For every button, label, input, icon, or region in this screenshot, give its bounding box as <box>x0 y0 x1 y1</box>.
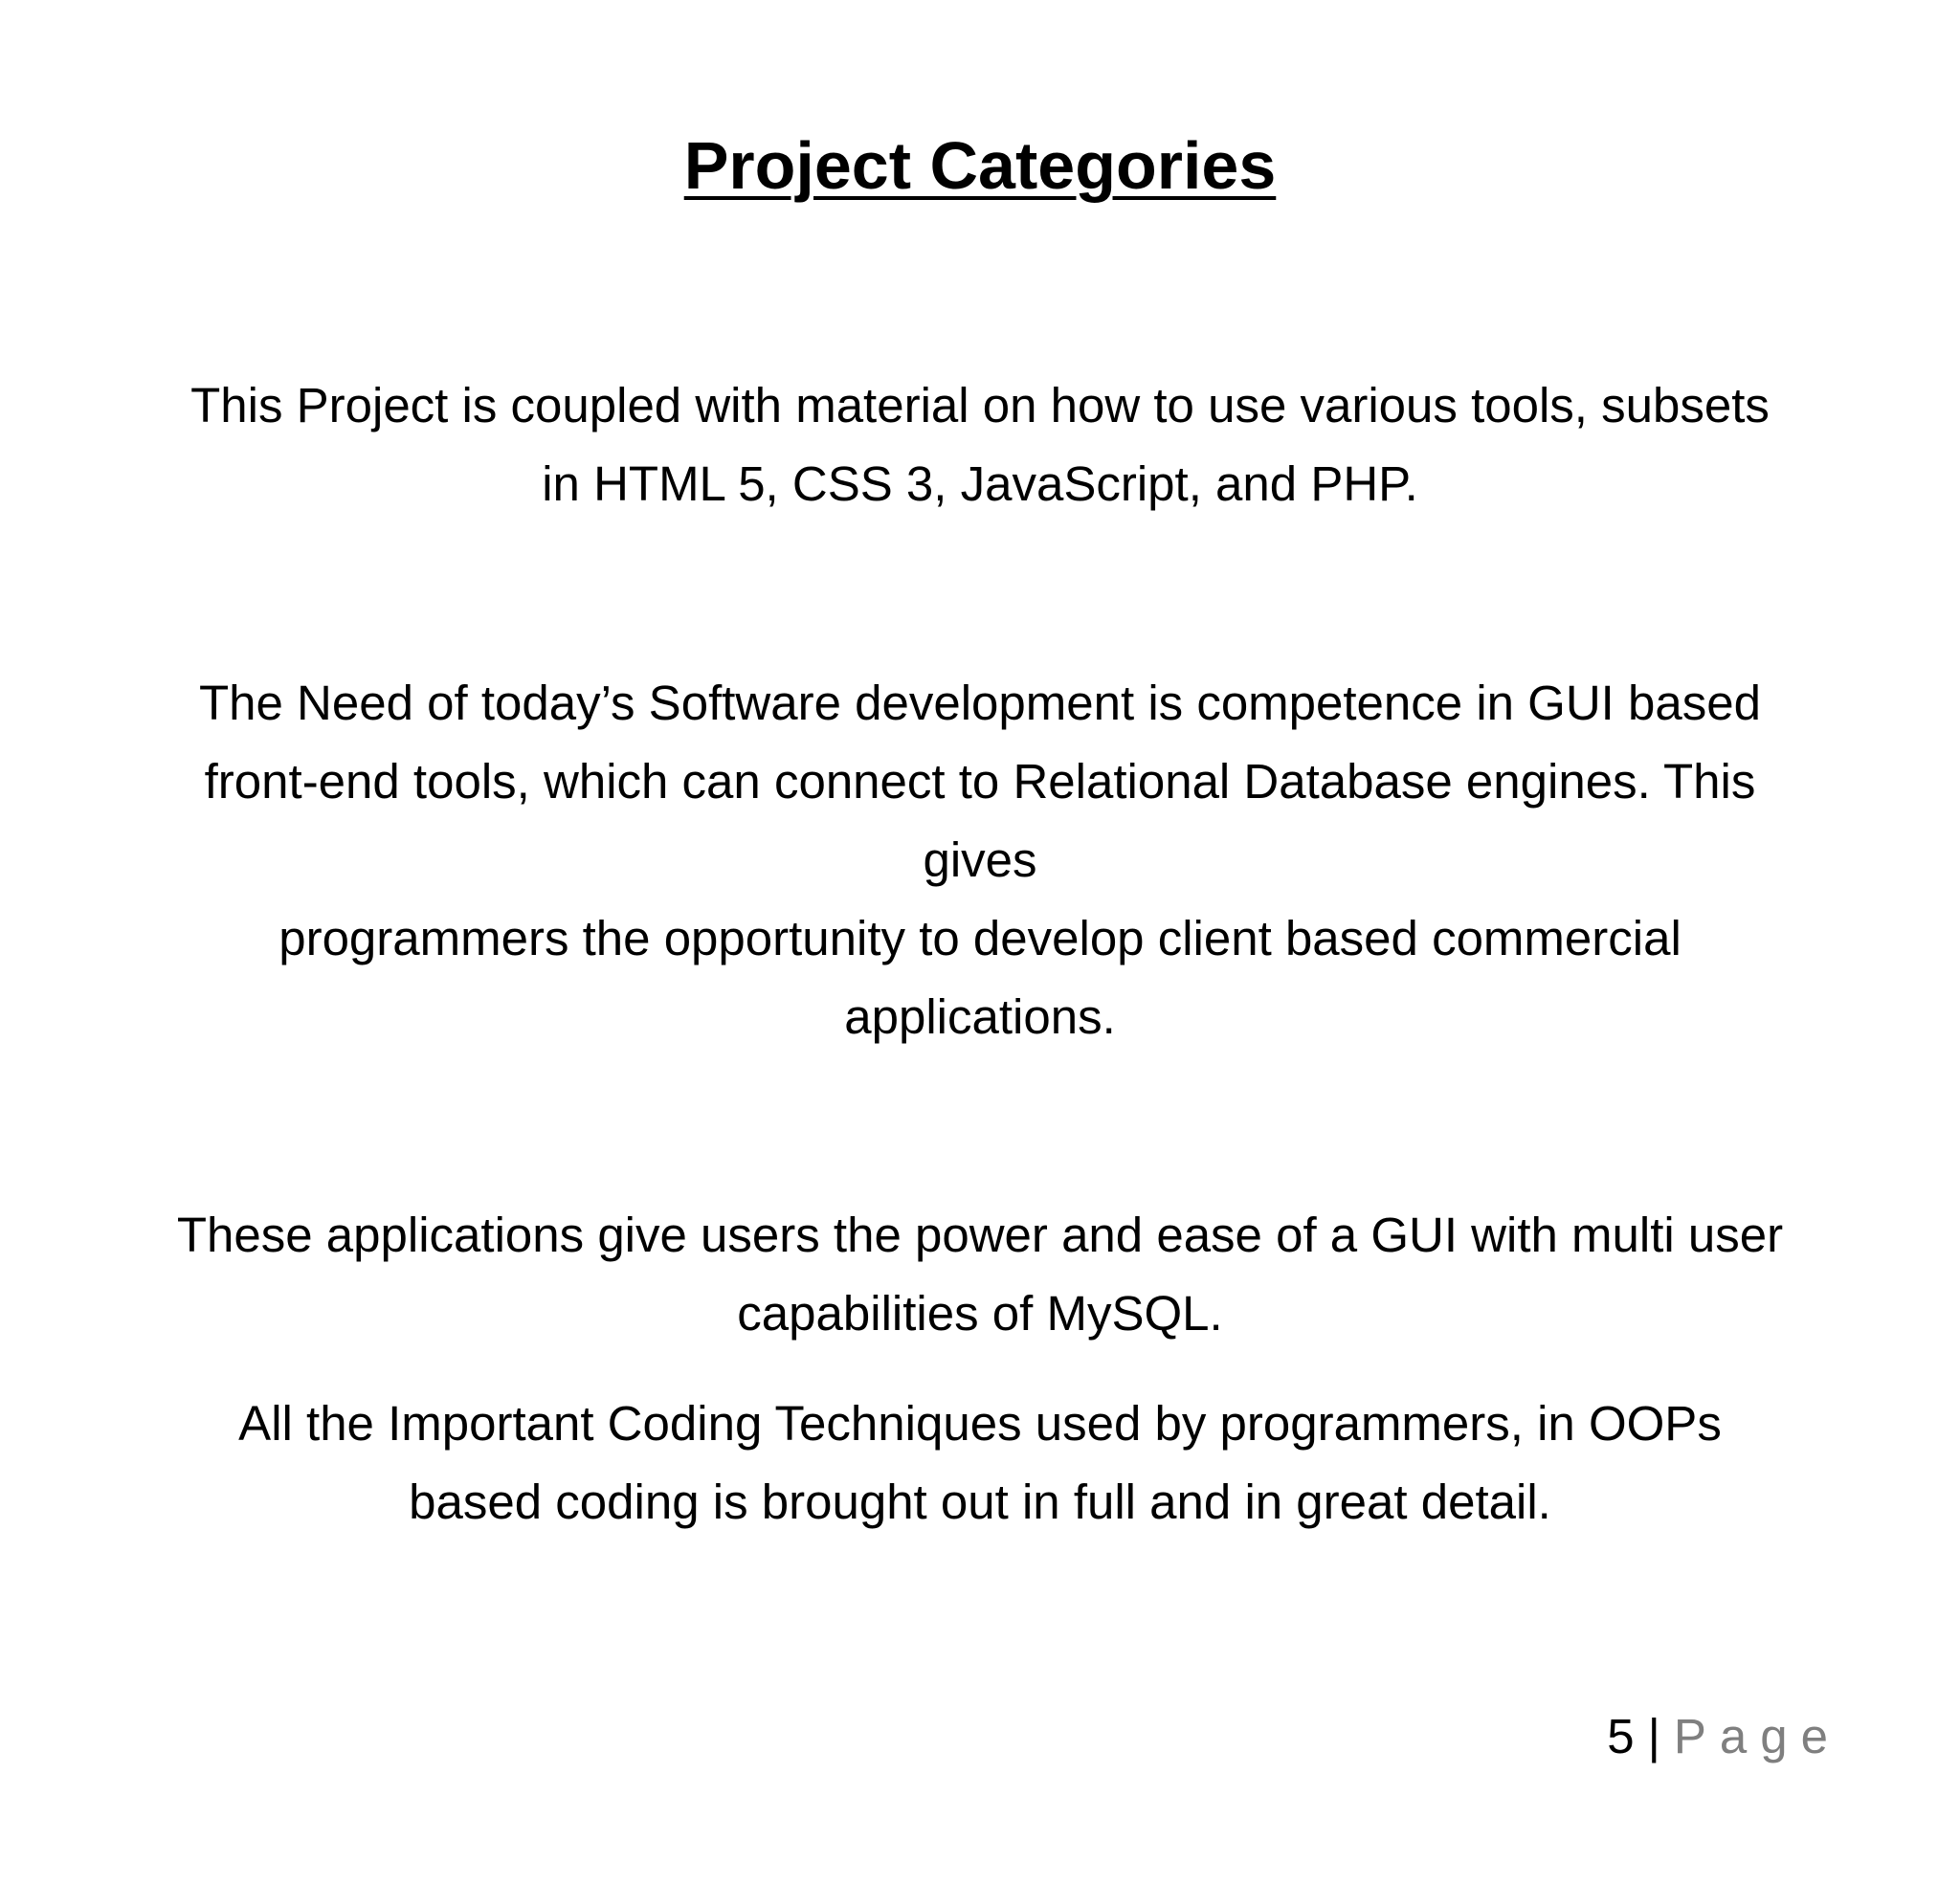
paragraph-line: All the Important Coding Techniques used by programmers, in OOPs <box>238 1396 1722 1451</box>
page-word: Page <box>1673 1709 1841 1763</box>
paragraph-line: programmers the opportunity to develop client based commercial <box>278 911 1682 965</box>
page-title <box>0 122 1960 209</box>
paragraph-line: capabilities of MySQL. <box>737 1286 1223 1341</box>
paragraph-3 <box>115 1196 1845 1353</box>
paragraph-line: in HTML 5, CSS 3, JavaScript, and PHP. <box>542 456 1418 511</box>
page-footer <box>1607 1703 1841 1770</box>
page-title-text: Project Categories <box>683 128 1277 203</box>
page-separator: | <box>1647 1709 1660 1763</box>
paragraph-line: These applications give users the power and ease of a GUI with multi user <box>176 1208 1784 1262</box>
paragraph-2 <box>115 664 1845 1056</box>
paragraph-line: This Project is coupled with material on how to use various tools, subsets <box>190 378 1770 432</box>
paragraph-line: gives <box>923 832 1037 887</box>
paragraph-line: based coding is brought out in full and in great detail. <box>409 1475 1551 1529</box>
paragraph-line: front-end tools, which can connect to Relational Database engines. This <box>204 754 1756 809</box>
paragraph-line: The Need of today’s Software development is competence in GUI based <box>199 676 1761 730</box>
page-number: 5 <box>1607 1709 1635 1763</box>
paragraph-line: applications. <box>844 989 1116 1044</box>
paragraph-1 <box>115 366 1845 523</box>
paragraph-4 <box>115 1385 1845 1541</box>
